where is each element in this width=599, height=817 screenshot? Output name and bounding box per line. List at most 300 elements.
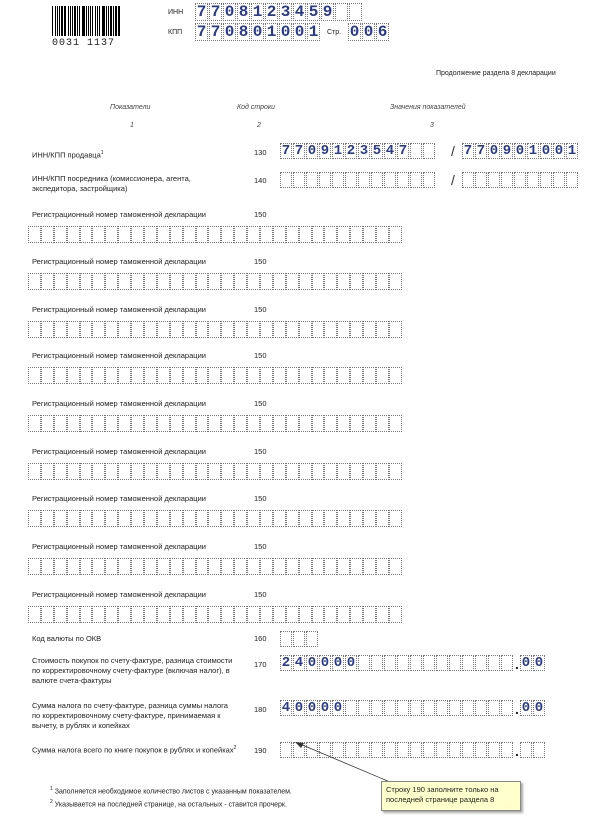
kpp-digit[interactable]: 0 bbox=[294, 23, 305, 41]
empty-cell[interactable] bbox=[260, 510, 273, 527]
kpp-digit[interactable]: 0 bbox=[280, 23, 291, 41]
empty-cell[interactable] bbox=[105, 321, 118, 338]
empty-cell[interactable] bbox=[337, 226, 350, 243]
empty-cell[interactable] bbox=[260, 463, 273, 480]
empty-cell[interactable] bbox=[280, 631, 292, 647]
empty-cell[interactable] bbox=[389, 367, 402, 384]
empty-cell[interactable] bbox=[170, 367, 183, 384]
amount-digit[interactable]: 0 bbox=[307, 655, 317, 671]
empty-cell[interactable] bbox=[196, 415, 209, 432]
empty-cell[interactable] bbox=[337, 463, 350, 480]
empty-cell[interactable] bbox=[131, 463, 144, 480]
empty-cell[interactable] bbox=[196, 226, 209, 243]
amount-digit[interactable]: 0 bbox=[333, 655, 343, 671]
kopeck-digit[interactable]: 0 bbox=[521, 700, 531, 716]
empty-cell[interactable] bbox=[234, 558, 247, 575]
inn-digit[interactable]: 1 bbox=[252, 3, 263, 21]
amount-digit[interactable]: 0 bbox=[320, 655, 330, 671]
empty-cell[interactable] bbox=[376, 273, 389, 290]
empty-cell[interactable] bbox=[208, 463, 221, 480]
empty-cell[interactable] bbox=[183, 606, 196, 623]
empty-cell[interactable] bbox=[293, 631, 305, 647]
empty-cell[interactable] bbox=[501, 742, 513, 758]
empty-cell[interactable] bbox=[67, 273, 80, 290]
empty-cell[interactable] bbox=[363, 606, 376, 623]
empty-cell[interactable] bbox=[376, 415, 389, 432]
empty-cell[interactable] bbox=[363, 415, 376, 432]
empty-cell[interactable] bbox=[144, 273, 157, 290]
empty-cell[interactable] bbox=[286, 510, 299, 527]
amount-digit[interactable] bbox=[475, 700, 487, 716]
empty-cell[interactable] bbox=[350, 510, 363, 527]
empty-cell[interactable] bbox=[105, 463, 118, 480]
empty-cell[interactable] bbox=[247, 226, 260, 243]
amount-digit[interactable]: 0 bbox=[333, 700, 343, 716]
empty-cell[interactable] bbox=[234, 606, 247, 623]
customs-declaration-number-field[interactable] bbox=[28, 558, 402, 575]
customs-declaration-number-field[interactable] bbox=[28, 367, 402, 384]
empty-cell[interactable] bbox=[462, 742, 474, 758]
empty-cell[interactable] bbox=[157, 273, 170, 290]
empty-cell[interactable] bbox=[350, 273, 363, 290]
empty-cell[interactable] bbox=[273, 367, 286, 384]
empty-cell[interactable] bbox=[131, 226, 144, 243]
kpp-digit[interactable]: 0 bbox=[252, 23, 263, 41]
empty-cell[interactable] bbox=[196, 558, 209, 575]
empty-cell[interactable] bbox=[280, 172, 292, 188]
empty-cell[interactable] bbox=[389, 558, 402, 575]
empty-cell[interactable] bbox=[28, 415, 41, 432]
row-130-seller-inn[interactable] bbox=[280, 143, 436, 159]
empty-cell[interactable] bbox=[28, 463, 41, 480]
empty-cell[interactable] bbox=[234, 463, 247, 480]
empty-cell[interactable] bbox=[28, 606, 41, 623]
page-digit[interactable]: 0 bbox=[349, 23, 360, 41]
empty-cell[interactable] bbox=[41, 273, 54, 290]
empty-cell[interactable] bbox=[312, 510, 325, 527]
empty-cell[interactable] bbox=[183, 226, 196, 243]
empty-cell[interactable] bbox=[183, 558, 196, 575]
empty-cell[interactable] bbox=[273, 510, 286, 527]
empty-cell[interactable] bbox=[41, 226, 54, 243]
empty-cell[interactable] bbox=[131, 510, 144, 527]
kopeck-digit[interactable]: 0 bbox=[521, 655, 531, 671]
empty-cell[interactable] bbox=[80, 321, 93, 338]
empty-cell[interactable] bbox=[286, 321, 299, 338]
empty-cell[interactable] bbox=[527, 172, 539, 188]
kpp-digit[interactable]: 0 bbox=[224, 23, 235, 41]
empty-cell[interactable] bbox=[118, 367, 131, 384]
empty-cell[interactable] bbox=[363, 510, 376, 527]
seller-inn-digit[interactable]: 2 bbox=[346, 143, 356, 159]
empty-cell[interactable] bbox=[92, 463, 105, 480]
empty-cell[interactable] bbox=[67, 510, 80, 527]
seller-inn-digit[interactable] bbox=[410, 143, 422, 159]
empty-cell[interactable] bbox=[28, 273, 41, 290]
empty-cell[interactable] bbox=[350, 463, 363, 480]
amount-digit[interactable] bbox=[462, 655, 474, 671]
inn-digit[interactable]: 9 bbox=[322, 3, 333, 21]
empty-cell[interactable] bbox=[54, 510, 67, 527]
empty-cell[interactable] bbox=[260, 321, 273, 338]
empty-cell[interactable] bbox=[92, 321, 105, 338]
row-130-seller-kpp[interactable] bbox=[462, 143, 579, 159]
amount-digit[interactable]: 0 bbox=[346, 655, 356, 671]
empty-cell[interactable] bbox=[131, 415, 144, 432]
empty-cell[interactable] bbox=[247, 415, 260, 432]
empty-cell[interactable] bbox=[67, 415, 80, 432]
empty-cell[interactable] bbox=[247, 321, 260, 338]
empty-cell[interactable] bbox=[92, 415, 105, 432]
empty-cell[interactable] bbox=[144, 367, 157, 384]
empty-cell[interactable] bbox=[208, 367, 221, 384]
empty-cell[interactable] bbox=[234, 367, 247, 384]
empty-cell[interactable] bbox=[247, 606, 260, 623]
empty-cell[interactable] bbox=[208, 415, 221, 432]
amount-digit[interactable] bbox=[371, 655, 383, 671]
empty-cell[interactable] bbox=[105, 606, 118, 623]
empty-cell[interactable] bbox=[80, 606, 93, 623]
empty-cell[interactable] bbox=[286, 226, 299, 243]
empty-cell[interactable] bbox=[183, 415, 196, 432]
empty-cell[interactable] bbox=[260, 558, 273, 575]
empty-cell[interactable] bbox=[350, 558, 363, 575]
empty-cell[interactable] bbox=[105, 558, 118, 575]
empty-cell[interactable] bbox=[384, 172, 396, 188]
empty-cell[interactable] bbox=[80, 415, 93, 432]
amount-digit[interactable] bbox=[449, 655, 461, 671]
empty-cell[interactable] bbox=[28, 510, 41, 527]
seller-kpp-digit[interactable]: 0 bbox=[541, 143, 551, 159]
empty-cell[interactable] bbox=[337, 558, 350, 575]
seller-kpp-digit[interactable]: 0 bbox=[489, 143, 499, 159]
amount-digit[interactable]: 4 bbox=[294, 655, 304, 671]
empty-cell[interactable] bbox=[54, 367, 67, 384]
empty-cell[interactable] bbox=[286, 558, 299, 575]
empty-cell[interactable] bbox=[312, 367, 325, 384]
empty-cell[interactable] bbox=[131, 273, 144, 290]
empty-cell[interactable] bbox=[337, 367, 350, 384]
empty-cell[interactable] bbox=[324, 273, 337, 290]
amount-digit[interactable]: 2 bbox=[281, 655, 291, 671]
empty-cell[interactable] bbox=[234, 510, 247, 527]
empty-cell[interactable] bbox=[157, 558, 170, 575]
empty-cell[interactable] bbox=[260, 415, 273, 432]
empty-cell[interactable] bbox=[208, 606, 221, 623]
empty-cell[interactable] bbox=[350, 226, 363, 243]
empty-cell[interactable] bbox=[363, 321, 376, 338]
empty-cell[interactable] bbox=[170, 273, 183, 290]
empty-cell[interactable] bbox=[118, 415, 131, 432]
empty-cell[interactable] bbox=[92, 273, 105, 290]
empty-cell[interactable] bbox=[221, 226, 234, 243]
page-digit[interactable]: 6 bbox=[377, 23, 388, 41]
amount-digit[interactable] bbox=[423, 655, 435, 671]
empty-cell[interactable] bbox=[80, 226, 93, 243]
seller-inn-digit[interactable]: 0 bbox=[307, 143, 317, 159]
empty-cell[interactable] bbox=[520, 742, 532, 758]
empty-cell[interactable] bbox=[54, 273, 67, 290]
empty-cell[interactable] bbox=[221, 415, 234, 432]
empty-cell[interactable] bbox=[80, 510, 93, 527]
customs-declaration-number-field[interactable] bbox=[28, 463, 402, 480]
empty-cell[interactable] bbox=[312, 415, 325, 432]
amount-digit[interactable]: 0 bbox=[294, 700, 304, 716]
empty-cell[interactable] bbox=[170, 510, 183, 527]
empty-cell[interactable] bbox=[54, 558, 67, 575]
empty-cell[interactable] bbox=[337, 415, 350, 432]
inn-digit[interactable]: 7 bbox=[210, 3, 221, 21]
row-140-agent-kpp[interactable] bbox=[462, 172, 579, 188]
empty-cell[interactable] bbox=[41, 463, 54, 480]
empty-cell[interactable] bbox=[312, 273, 325, 290]
empty-cell[interactable] bbox=[157, 415, 170, 432]
empty-cell[interactable] bbox=[337, 606, 350, 623]
empty-cell[interactable] bbox=[501, 172, 513, 188]
empty-cell[interactable] bbox=[54, 415, 67, 432]
empty-cell[interactable] bbox=[324, 226, 337, 243]
row-140-agent-inn[interactable] bbox=[280, 172, 436, 188]
seller-inn-digit[interactable]: 3 bbox=[359, 143, 369, 159]
seller-inn-digit[interactable] bbox=[423, 143, 435, 159]
empty-cell[interactable] bbox=[299, 226, 312, 243]
page-digit[interactable]: 0 bbox=[363, 23, 374, 41]
empty-cell[interactable] bbox=[157, 510, 170, 527]
empty-cell[interactable] bbox=[221, 321, 234, 338]
empty-cell[interactable] bbox=[273, 463, 286, 480]
empty-cell[interactable] bbox=[363, 226, 376, 243]
empty-cell[interactable] bbox=[389, 510, 402, 527]
amount-digit[interactable] bbox=[488, 655, 500, 671]
empty-cell[interactable] bbox=[350, 606, 363, 623]
empty-cell[interactable] bbox=[397, 172, 409, 188]
kpp-digit[interactable]: 7 bbox=[196, 23, 207, 41]
empty-cell[interactable] bbox=[183, 510, 196, 527]
empty-cell[interactable] bbox=[54, 321, 67, 338]
empty-cell[interactable] bbox=[533, 742, 545, 758]
empty-cell[interactable] bbox=[299, 463, 312, 480]
seller-inn-digit[interactable]: 1 bbox=[333, 143, 343, 159]
inn-digit[interactable] bbox=[349, 3, 362, 21]
empty-cell[interactable] bbox=[131, 321, 144, 338]
inn-digit[interactable]: 8 bbox=[238, 3, 249, 21]
empty-cell[interactable] bbox=[389, 415, 402, 432]
amount-digit[interactable] bbox=[371, 700, 383, 716]
empty-cell[interactable] bbox=[376, 463, 389, 480]
empty-cell[interactable] bbox=[92, 510, 105, 527]
empty-cell[interactable] bbox=[196, 321, 209, 338]
kpp-digit[interactable]: 8 bbox=[238, 23, 249, 41]
empty-cell[interactable] bbox=[183, 321, 196, 338]
empty-cell[interactable] bbox=[170, 321, 183, 338]
empty-cell[interactable] bbox=[183, 273, 196, 290]
empty-cell[interactable] bbox=[208, 273, 221, 290]
empty-cell[interactable] bbox=[363, 367, 376, 384]
empty-cell[interactable] bbox=[247, 273, 260, 290]
empty-cell[interactable] bbox=[312, 558, 325, 575]
empty-cell[interactable] bbox=[273, 273, 286, 290]
inn-digit[interactable]: 4 bbox=[294, 3, 305, 21]
empty-cell[interactable] bbox=[332, 172, 344, 188]
empty-cell[interactable] bbox=[80, 273, 93, 290]
empty-cell[interactable] bbox=[376, 226, 389, 243]
empty-cell[interactable] bbox=[376, 321, 389, 338]
amount-digit[interactable] bbox=[345, 700, 357, 716]
empty-cell[interactable] bbox=[350, 367, 363, 384]
empty-cell[interactable] bbox=[376, 606, 389, 623]
empty-cell[interactable] bbox=[170, 463, 183, 480]
empty-cell[interactable] bbox=[293, 172, 305, 188]
empty-cell[interactable] bbox=[157, 321, 170, 338]
empty-cell[interactable] bbox=[196, 510, 209, 527]
empty-cell[interactable] bbox=[345, 172, 357, 188]
empty-cell[interactable] bbox=[67, 367, 80, 384]
empty-cell[interactable] bbox=[221, 510, 234, 527]
empty-cell[interactable] bbox=[540, 172, 552, 188]
empty-cell[interactable] bbox=[118, 226, 131, 243]
empty-cell[interactable] bbox=[286, 367, 299, 384]
empty-cell[interactable] bbox=[208, 226, 221, 243]
empty-cell[interactable] bbox=[67, 558, 80, 575]
empty-cell[interactable] bbox=[221, 558, 234, 575]
empty-cell[interactable] bbox=[54, 463, 67, 480]
empty-cell[interactable] bbox=[221, 273, 234, 290]
empty-cell[interactable] bbox=[410, 742, 422, 758]
customs-declaration-number-field[interactable] bbox=[28, 226, 402, 243]
empty-cell[interactable] bbox=[170, 558, 183, 575]
empty-cell[interactable] bbox=[157, 606, 170, 623]
empty-cell[interactable] bbox=[247, 367, 260, 384]
empty-cell[interactable] bbox=[221, 367, 234, 384]
empty-cell[interactable] bbox=[80, 463, 93, 480]
amount-digit[interactable]: 0 bbox=[307, 700, 317, 716]
empty-cell[interactable] bbox=[28, 226, 41, 243]
empty-cell[interactable] bbox=[118, 510, 131, 527]
empty-cell[interactable] bbox=[105, 415, 118, 432]
empty-cell[interactable] bbox=[131, 367, 144, 384]
empty-cell[interactable] bbox=[41, 606, 54, 623]
empty-cell[interactable] bbox=[118, 558, 131, 575]
empty-cell[interactable] bbox=[144, 321, 157, 338]
empty-cell[interactable] bbox=[157, 367, 170, 384]
empty-cell[interactable] bbox=[105, 226, 118, 243]
empty-cell[interactable] bbox=[260, 273, 273, 290]
empty-cell[interactable] bbox=[234, 415, 247, 432]
empty-cell[interactable] bbox=[306, 631, 318, 647]
empty-cell[interactable] bbox=[157, 463, 170, 480]
amount-digit[interactable] bbox=[436, 655, 448, 671]
empty-cell[interactable] bbox=[28, 558, 41, 575]
empty-cell[interactable] bbox=[299, 606, 312, 623]
empty-cell[interactable] bbox=[436, 742, 448, 758]
empty-cell[interactable] bbox=[299, 273, 312, 290]
empty-cell[interactable] bbox=[131, 606, 144, 623]
empty-cell[interactable] bbox=[67, 226, 80, 243]
empty-cell[interactable] bbox=[196, 463, 209, 480]
empty-cell[interactable] bbox=[131, 558, 144, 575]
seller-kpp-digit[interactable]: 0 bbox=[515, 143, 525, 159]
amount-digit[interactable] bbox=[501, 655, 513, 671]
empty-cell[interactable] bbox=[28, 321, 41, 338]
empty-cell[interactable] bbox=[363, 463, 376, 480]
customs-declaration-number-field[interactable] bbox=[28, 321, 402, 338]
empty-cell[interactable] bbox=[208, 510, 221, 527]
inn-digit[interactable]: 5 bbox=[308, 3, 319, 21]
empty-cell[interactable] bbox=[324, 606, 337, 623]
empty-cell[interactable] bbox=[144, 463, 157, 480]
empty-cell[interactable] bbox=[247, 558, 260, 575]
empty-cell[interactable] bbox=[118, 463, 131, 480]
empty-cell[interactable] bbox=[144, 510, 157, 527]
empty-cell[interactable] bbox=[299, 367, 312, 384]
inn-digit[interactable]: 7 bbox=[196, 3, 207, 21]
amount-digit[interactable] bbox=[462, 700, 474, 716]
empty-cell[interactable] bbox=[67, 463, 80, 480]
empty-cell[interactable] bbox=[337, 273, 350, 290]
amount-digit[interactable] bbox=[475, 655, 487, 671]
empty-cell[interactable] bbox=[376, 558, 389, 575]
amount-digit[interactable] bbox=[358, 700, 370, 716]
kpp-digit[interactable]: 1 bbox=[266, 23, 277, 41]
empty-cell[interactable] bbox=[144, 606, 157, 623]
empty-cell[interactable] bbox=[41, 367, 54, 384]
empty-cell[interactable] bbox=[196, 273, 209, 290]
empty-cell[interactable] bbox=[324, 558, 337, 575]
empty-cell[interactable] bbox=[324, 321, 337, 338]
empty-cell[interactable] bbox=[462, 172, 474, 188]
empty-cell[interactable] bbox=[299, 510, 312, 527]
empty-cell[interactable] bbox=[144, 415, 157, 432]
empty-cell[interactable] bbox=[234, 273, 247, 290]
empty-cell[interactable] bbox=[28, 367, 41, 384]
empty-cell[interactable] bbox=[324, 510, 337, 527]
empty-cell[interactable] bbox=[306, 172, 318, 188]
empty-cell[interactable] bbox=[423, 742, 435, 758]
empty-cell[interactable] bbox=[118, 273, 131, 290]
empty-cell[interactable] bbox=[273, 226, 286, 243]
empty-cell[interactable] bbox=[41, 510, 54, 527]
seller-kpp-digit[interactable]: 1 bbox=[528, 143, 538, 159]
amount-digit[interactable] bbox=[436, 700, 448, 716]
inn-digit[interactable]: 0 bbox=[224, 3, 235, 21]
seller-kpp-digit[interactable]: 9 bbox=[502, 143, 512, 159]
empty-cell[interactable] bbox=[105, 367, 118, 384]
amount-digit[interactable] bbox=[410, 700, 422, 716]
seller-inn-digit[interactable]: 5 bbox=[372, 143, 382, 159]
empty-cell[interactable] bbox=[488, 172, 500, 188]
empty-cell[interactable] bbox=[389, 463, 402, 480]
empty-cell[interactable] bbox=[363, 558, 376, 575]
empty-cell[interactable] bbox=[67, 321, 80, 338]
empty-cell[interactable] bbox=[423, 172, 435, 188]
customs-declaration-number-field[interactable] bbox=[28, 415, 402, 432]
empty-cell[interactable] bbox=[196, 606, 209, 623]
empty-cell[interactable] bbox=[566, 172, 578, 188]
inn-digit[interactable] bbox=[335, 3, 348, 21]
empty-cell[interactable] bbox=[118, 321, 131, 338]
empty-cell[interactable] bbox=[475, 172, 487, 188]
empty-cell[interactable] bbox=[553, 172, 565, 188]
amount-digit[interactable] bbox=[410, 655, 422, 671]
amount-digit[interactable]: 0 bbox=[320, 700, 330, 716]
empty-cell[interactable] bbox=[273, 415, 286, 432]
empty-cell[interactable] bbox=[299, 321, 312, 338]
seller-inn-digit[interactable]: 7 bbox=[398, 143, 408, 159]
empty-cell[interactable] bbox=[273, 321, 286, 338]
seller-inn-digit[interactable]: 4 bbox=[385, 143, 395, 159]
row-180-tax-amount[interactable] bbox=[280, 700, 546, 716]
empty-cell[interactable] bbox=[371, 172, 383, 188]
